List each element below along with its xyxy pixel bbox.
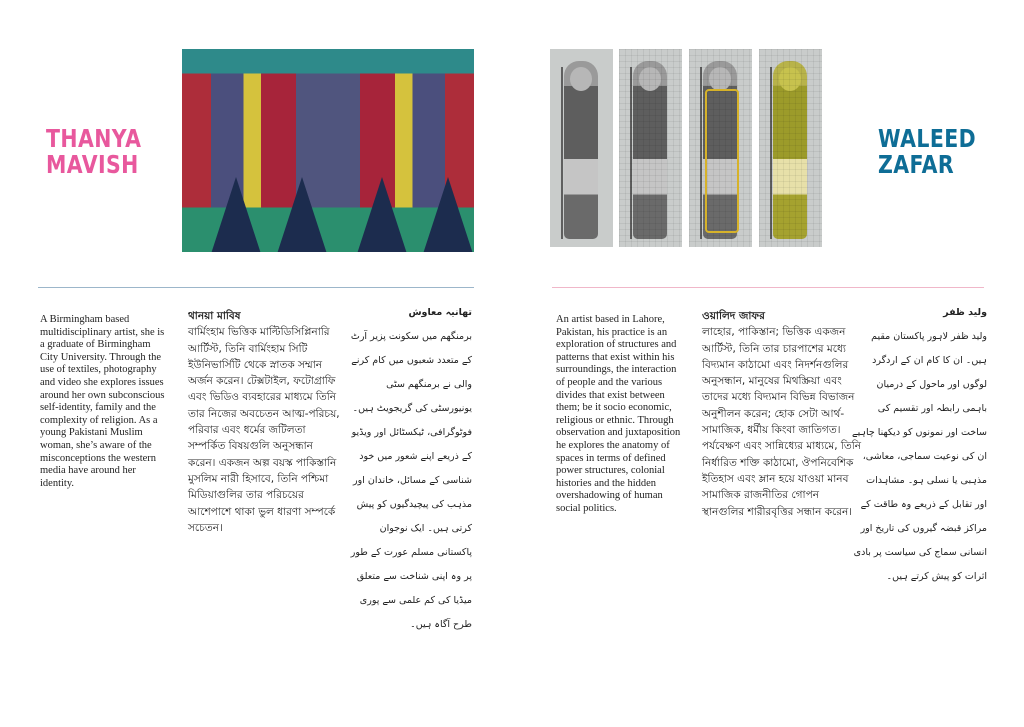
bengali-title-thanya: থানয়া মাবিষ (188, 310, 241, 322)
figure-photo-4 (759, 49, 822, 247)
bengali-bio-waleed (702, 308, 862, 520)
grid-overlay (619, 49, 682, 247)
bengali-title-waleed: ওয়ালিদ জাফর (702, 310, 765, 322)
urdu-body-thanya: برمنگھم میں سکونت پزیر آرٹ کے متعدد شعبوں میں کام کرنے والی نے برمنگھم سٹی یونیورسٹی کی گریجویٹ ہیں۔ فوٹوگرافی، ٹیکسٹائل اور ویڈیو کے ذریعے اپنے شعور میں خود شناسی کے مسائل، خاندان اور مذہب کی پیچیدگیوں کو پیش کرتی ہیں۔ ایک نوجوان پاکستانی مسلم عورت کے طور پر وہ اپنی شناخت سے متعلق میڈیا کی کم علمی سے پوری طرح آگاہ ہیں۔ (350, 331, 472, 630)
figure-photo-series (550, 49, 822, 247)
urdu-body-waleed: ولید ظفر لاہور پاکستان مقیم ہیں۔ ان کا کام ان کے اردگرد لوگوں اور ماحول کے درمیان باہمی رابطہ اور تقسیم کی ساخت اور نمونوں کو دیکھنا چاہیے ان کی نوعیت سماجی، معاشی، مذہبی یا نسلی ہو۔ مشاہدات اور تقابل کے ذریعے وہ طاقت کے مراکز قبضہ گیروں کی تاریخ اور انسانی سماج کی سیاست پر بادی اثرات کو پیش کرتے ہیں۔ (852, 331, 987, 582)
figure-photo-1 (550, 49, 613, 247)
bengali-body-waleed: লাহোর, পাকিস্তান; ভিত্তিক একজন আর্টিস্ট, তিনি তার চারপাশের মধ্যে বিদ্যমান কাঠামো এবং নিদর্শনগুলির অনুসন্ধান, মানুষের মিথস্ক্রিয়া এবং তাদের মধ্যে বিদ্যমান বিভিন্ন বিভাজন অনুশীলন করেন; হোক সেটা আর্থ-সামাজিক, ধর্মীয় কিংবা জাতিগত। পর্যবেক্ষণ এবং সান্নিধ্যের মাধ্যমে, তিনি নির্ধারিত শক্তি কাঠামো, ঔপনিবেশিক ইতিহাস এবং ম্লান হয়ে যাওয়া মানব সামাজিক রাজনীতির গোপন স্থানগুলির শারীরবৃত্তির সন্ধান করেন। (702, 326, 862, 518)
yellow-structure-lines (705, 89, 739, 233)
urdu-title-thanya: تھانیہ معاوش (408, 307, 472, 318)
textile-collage-artwork (182, 49, 474, 252)
collage-triangle-1 (210, 177, 262, 252)
urdu-bio-waleed (852, 305, 987, 589)
collage-triangle-2 (276, 177, 328, 252)
artist-name-waleed: WALEED ZAFAR (878, 124, 977, 179)
figure-photo-3 (689, 49, 752, 247)
figure-head (570, 67, 592, 91)
urdu-bio-thanya (344, 305, 472, 637)
staff-shape (561, 67, 563, 239)
grid-overlay (759, 49, 822, 247)
bengali-body-thanya: বার্মিংহাম ভিত্তিক মাল্টিডিসিপ্লিনারি আর্টিস্ট, তিনি বার্মিংহাম সিটি ইউনিভার্সিটি থেকে স্নাতক সম্মান অর্জন করেন। টেক্সটাইল, ফটোগ্রাফি এবং ভিডিও ব্যবহারের মাধ্যমে তিনি তার নিজের অবচেতন আত্ম-পরিচয়, পরিবার এবং ধর্মের জটিলতা সম্পর্কিত বিষয়গুলি অনুসন্ধান করেন। একজন অল্প বয়স্ক পাকিস্তানি মুসলিম নারী হিসাবে, তিনি পশ্চিমা মিডিয়াগুলির তার পরিচয়ের আশেপাশে থাকা ভুল ধারণা সম্পর্কে সচেতন। (188, 326, 340, 534)
divider-right (552, 287, 984, 288)
artist-name-thanya: THANYA MAVISH (46, 124, 142, 179)
english-bio-thanya: A Birmingham based multidisciplinary artist, she is a graduate of Birmingham City University. Through the use of textiles, photography and video she explores issues around her own subconscious self-identity, family and the complexity of religion. As a young Pakistani Muslim woman, she’s aware of the misconceptions the western media have around her identity. (40, 314, 165, 489)
english-bio-waleed: An artist based in Lahore, Pakistan, his practice is an exploration of structures and patterns that exist within his surroundings, the interaction of people and the various divides that exist between them; be it socio economic, religious or ethnic. Through observation and juxtaposition he explores the anatomy of spaces in terms of defined power structures, colonial histories and the hidden overshadowing of human social politics. (556, 314, 681, 514)
bengali-bio-thanya (188, 308, 343, 536)
collage-triangle-4 (422, 177, 474, 252)
urdu-title-waleed: ولید ظفر (943, 307, 987, 318)
collage-triangle-3 (356, 177, 408, 252)
figure-photo-2 (619, 49, 682, 247)
divider-left (38, 287, 474, 288)
